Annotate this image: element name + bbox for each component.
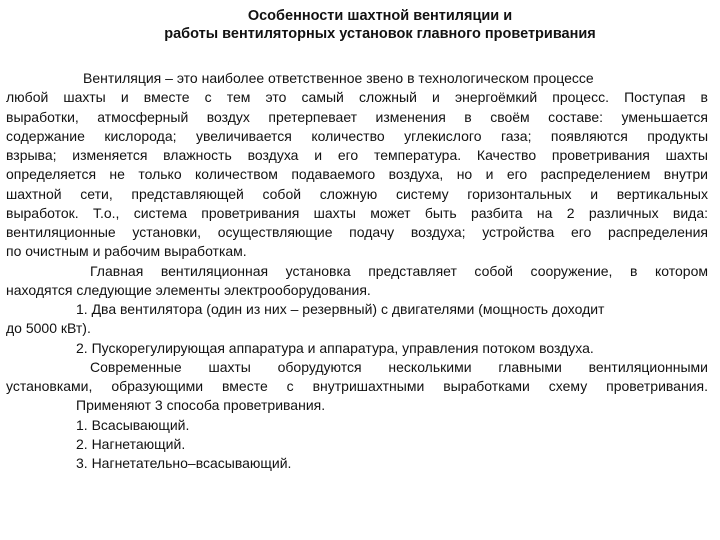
list-item: 1. Всасывающий.: [76, 416, 190, 433]
paragraph-line: шахтной сети, представляющей собой сложную систему горизонтальных и вертикальных: [6, 185, 708, 202]
paragraph-line: находятся следующие элементы электрооборудования.: [6, 281, 371, 298]
list-item: 2. Пускорегулирующая аппаратура и аппаратура, управления потоком воздуха.: [76, 339, 594, 356]
list-item: 1. Два вентилятора (один из них – резервный) с двигателями (мощность доходит: [76, 301, 605, 317]
paragraph-line: выработки, атмосферный воздух претерпевает изменения в своём составе: уменьшается: [6, 108, 708, 125]
title-line-2: работы вентиляторных установок главного проветривания: [164, 26, 596, 42]
paragraph-line: вентиляционные установки, осуществляющие подачу воздуха; устройства его распределения: [6, 224, 708, 240]
paragraph-line: содержание кислорода; увеличивается количество углекислого газа; появляются продукты: [6, 127, 708, 144]
list-item: 3. Нагнетательно–всасывающий.: [76, 455, 292, 471]
paragraph-line: любой шахты и вместе с тем это самый сложный и энергоёмкий процесс. Поступая в: [6, 89, 708, 106]
paragraph-line: Применяют 3 способа проветривания.: [76, 397, 326, 414]
paragraph-line: определяется не только количеством подаваемого воздуха, но и его распределением внутри: [6, 166, 708, 183]
paragraph-line: Вентиляция – это наиболее ответственное звено в технологическом процессе: [83, 70, 594, 86]
title-line-1: Особенности шахтной вентиляции и: [247, 8, 513, 24]
paragraph-line: по очистным и рабочим выработкам.: [6, 243, 247, 260]
paragraph-line: до 5000 кВт).: [6, 320, 91, 337]
paragraph-line: установками, образующими вместе с внутришахтными выработками схему проветривания.: [6, 378, 708, 394]
list-item: 2. Нагнетающий.: [76, 435, 186, 452]
paragraph-line: Главная вентиляционная установка представляет собой сооружение, в котором: [90, 262, 708, 279]
paragraph-line: взрыва; изменяется влажность воздуха и его температура. Качество проветривания шахты: [6, 147, 708, 163]
paragraph-line: выработок. Т.о., система проветривания шахты может быть разбита на 2 различных вида:: [6, 204, 708, 221]
paragraph-line: Современные шахты оборудуются несколькими главными вентиляционными: [90, 358, 708, 375]
body-text: [6, 69, 708, 473]
